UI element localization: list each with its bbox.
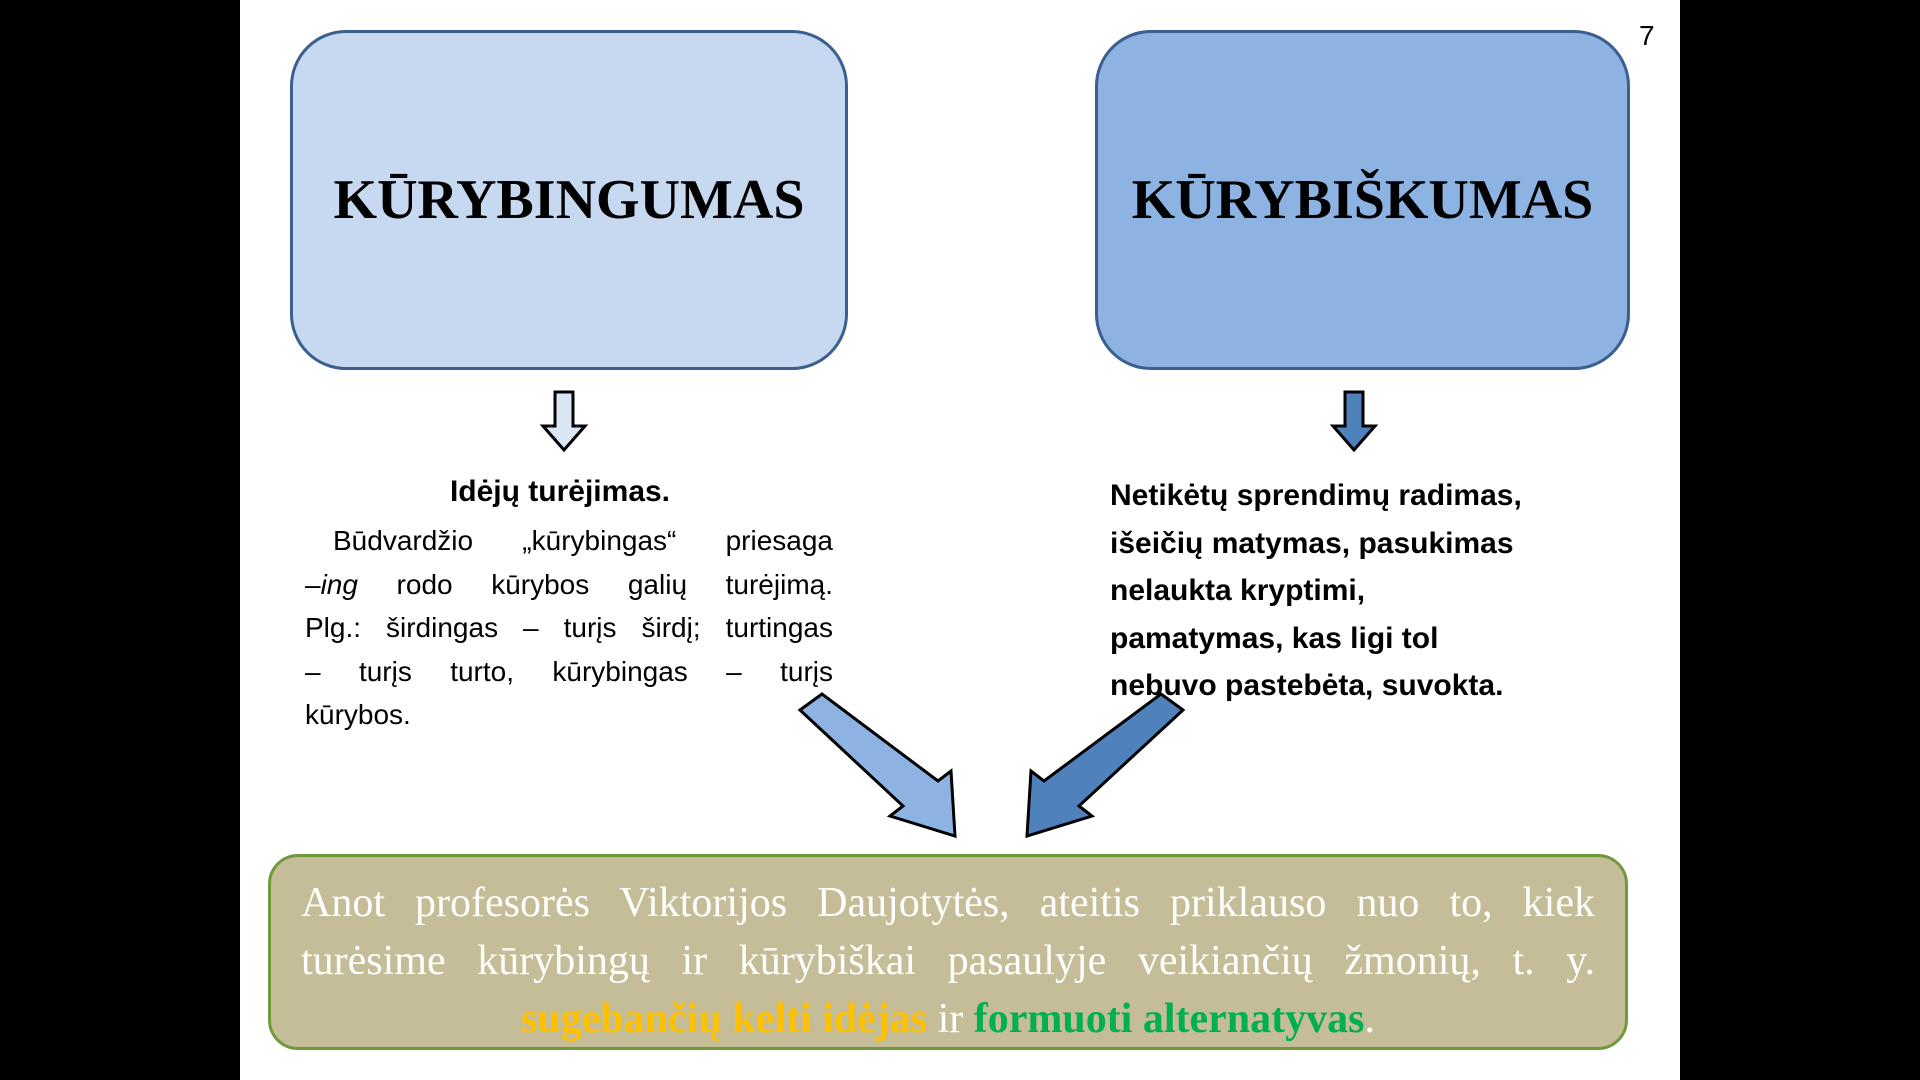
connector-ir: ir: [927, 996, 974, 1042]
kurybingumas-box: [290, 30, 848, 370]
left-body-text: [305, 519, 833, 737]
left-line-1: Būdvardžio „kūrybingas“ priesaga: [333, 525, 833, 556]
left-line-5: kūrybos.: [305, 699, 411, 730]
left-line-4: – turįs turto, kūrybingas – turįs: [305, 655, 833, 687]
left-line-3: Plg.: širdingas – turįs širdį; turtingas: [305, 612, 833, 643]
left-down-arrow-icon: [540, 390, 588, 454]
highlight-formuoti-alternatyvas: formuoti alternatyvas: [973, 996, 1365, 1042]
right-line-4: pamatymas, kas ligi tol: [1110, 621, 1439, 655]
right-body-text: [1110, 472, 1630, 710]
left-heading: Idėjų turėjimas.: [449, 475, 671, 508]
right-line-3: nelaukta kryptimi,: [1110, 574, 1366, 607]
suffix-ing: ing: [320, 568, 358, 600]
highlight-kelti-idejas: sugebančių kelti idėjas: [521, 996, 928, 1042]
conclusion-box: [268, 854, 1628, 1050]
left-line-2: [305, 563, 833, 607]
left-line-2-rest: rodo kūrybos galių turėjimą.: [357, 568, 833, 600]
diagonal-arrow-left-icon: [770, 690, 970, 840]
page-number: 7: [1639, 20, 1655, 51]
kurybiskumas-box: [1095, 30, 1630, 370]
conclusion-line-3: [301, 990, 1595, 1048]
right-line-1: Netikėtų sprendimų radimas,: [1110, 479, 1522, 512]
period: .: [1364, 996, 1375, 1042]
right-line-5: nebuvo pastebėta, suvokta.: [1110, 669, 1504, 702]
right-down-arrow-icon: [1330, 390, 1378, 454]
diagonal-arrow-right-icon: [1010, 690, 1220, 840]
kurybingumas-title: KŪRYBINGUMAS: [333, 169, 805, 231]
conclusion-line-1: Anot profesorės Viktorijos Daujotytės, ateitis priklauso nuo to, kiek: [301, 880, 1595, 926]
kurybiskumas-title: KŪRYBIŠKUMAS: [1131, 169, 1594, 231]
dash: –: [305, 568, 321, 600]
right-line-2: išeičių matymas, pasukimas: [1110, 526, 1514, 560]
slide: [240, 0, 1680, 1080]
conclusion-line-2: turėsime kūrybingų ir kūrybiškai pasaulyje veikiančių žmonių, t. y.: [301, 938, 1595, 984]
